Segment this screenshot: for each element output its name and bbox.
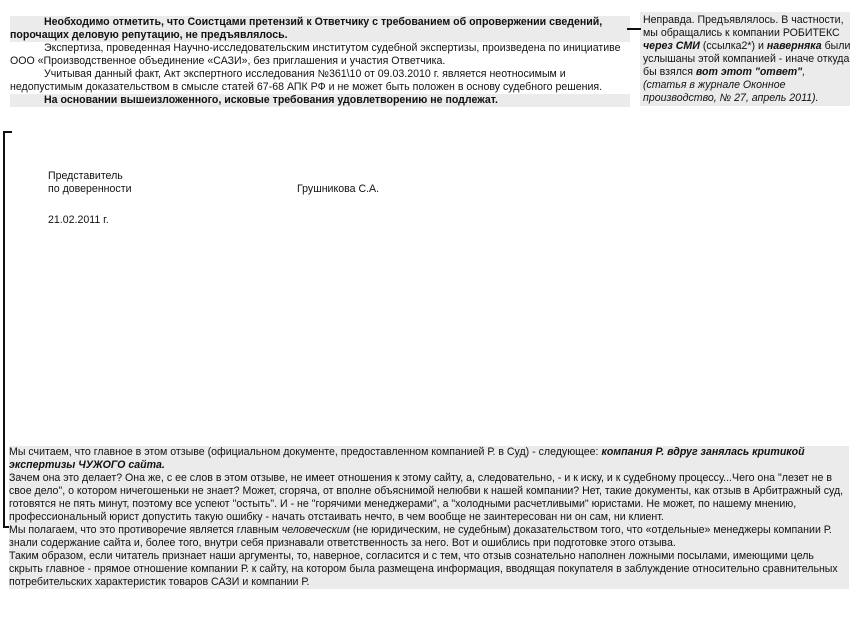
signature-date: 21.02.2011 г. [48,214,109,226]
document-excerpt [10,16,630,107]
analysis-text [9,446,849,589]
signature-role-line2: по доверенности [48,183,132,195]
connector-top [627,28,641,30]
signature-name: Грушникова С.А. [297,183,380,195]
signature-role-line1: Представитель [48,170,123,182]
signature-block [48,170,448,227]
analysis-line1: Мы считаем, что главное в этом отзыве (официальном документе, предоставленном компанией Р. в Суд) - следующее: компания Р. вдруг занялась критикой экспертизы ЧУЖОГО сайта. [9,446,805,471]
paragraph-act: Учитывая данный факт, Акт экспертного исследования №361\10 от 09.03.2010 г. является неотносимым и недопустимым доказательством в смысле статей 67-68 АПК РФ и не может быть положен в основу судебного решения. [10,68,603,93]
paragraph-claims: Необходимо отметить, что Соистцами претензий к Ответчику с требованием об опровержении сведений, порочащих деловую репутацию, не предъявлялось. [10,16,630,42]
analysis-line2: Зачем она это делает? Она же, с ее слов в этом отзыве, не имеет отношения к этому сайту, а, следовательно, - и к иску, и к судебному процессу...Чего она "лезет не в свое дело", о котором ничегошеньки не знает? Может, сгоряча, от вполне объяснимой нелюбви к нашей компании? Нет, такие документы, как отзыв в Арбитражный суд, готовятся не пять минут, поэтому все успеют "остыть". И - не "горячими менеджерами", а "холодными расчетливыми" юристами. Не может, по нашему мнению, профессиональный юрист допустить такую ошибку - начать отстаивать нечто, в чем вообще не заинтересован ни он сам, ни клиент. [9,472,844,523]
comment-box: Неправда. Предъявлялось. В частности, мы обращались к компании РОБИТЕКС через СМИ (ссылка2*) и наверняка были услышаны этой компанией - иначе откуда бы взялся вот этот "ответ", (статья в журнале Оконное производство, № 27, апрель 2011). [640,12,850,106]
connector-left-vertical [3,131,5,528]
comment-link-media: через СМИ [643,40,700,52]
comment-link-answer: вот этот "ответ" [695,66,803,78]
analysis-line4: Таким образом, если читатель признает наши аргументы, то, наверное, согласится и с тем, что отзыв сознательно наполнен ложными посылами, имеющими цель скрыть главное - прямое отношение компании Р. к сайту, на котором была размещена информация, вводящая покупателя в заблуждение относительно сравнительных потребительских характеристик товаров САЗИ и компании Р. [9,550,838,588]
paragraph-expertise: Экспертиза, проведенная Научно-исследовательским институтом судебной экспертизы, произведена по инициативе ООО «Производственное объединение «САЗИ», без приглашения и участия Ответчика. [10,42,621,67]
connector-left-top [3,131,12,133]
analysis-line3: Мы полагаем, что это противоречие является главным человеческим (не юридическим, не судебным) доказательством того, что «отдельные» менеджеры компании Р. знали содержание сайта и, более того, внутри себя признавали ответственность за него. Вот и ошиблись при подготовке этого отзыва. [9,524,832,549]
paragraph-conclusion: На основании вышеизложенного, исковые требования удовлетворению не подлежат. [10,94,630,107]
